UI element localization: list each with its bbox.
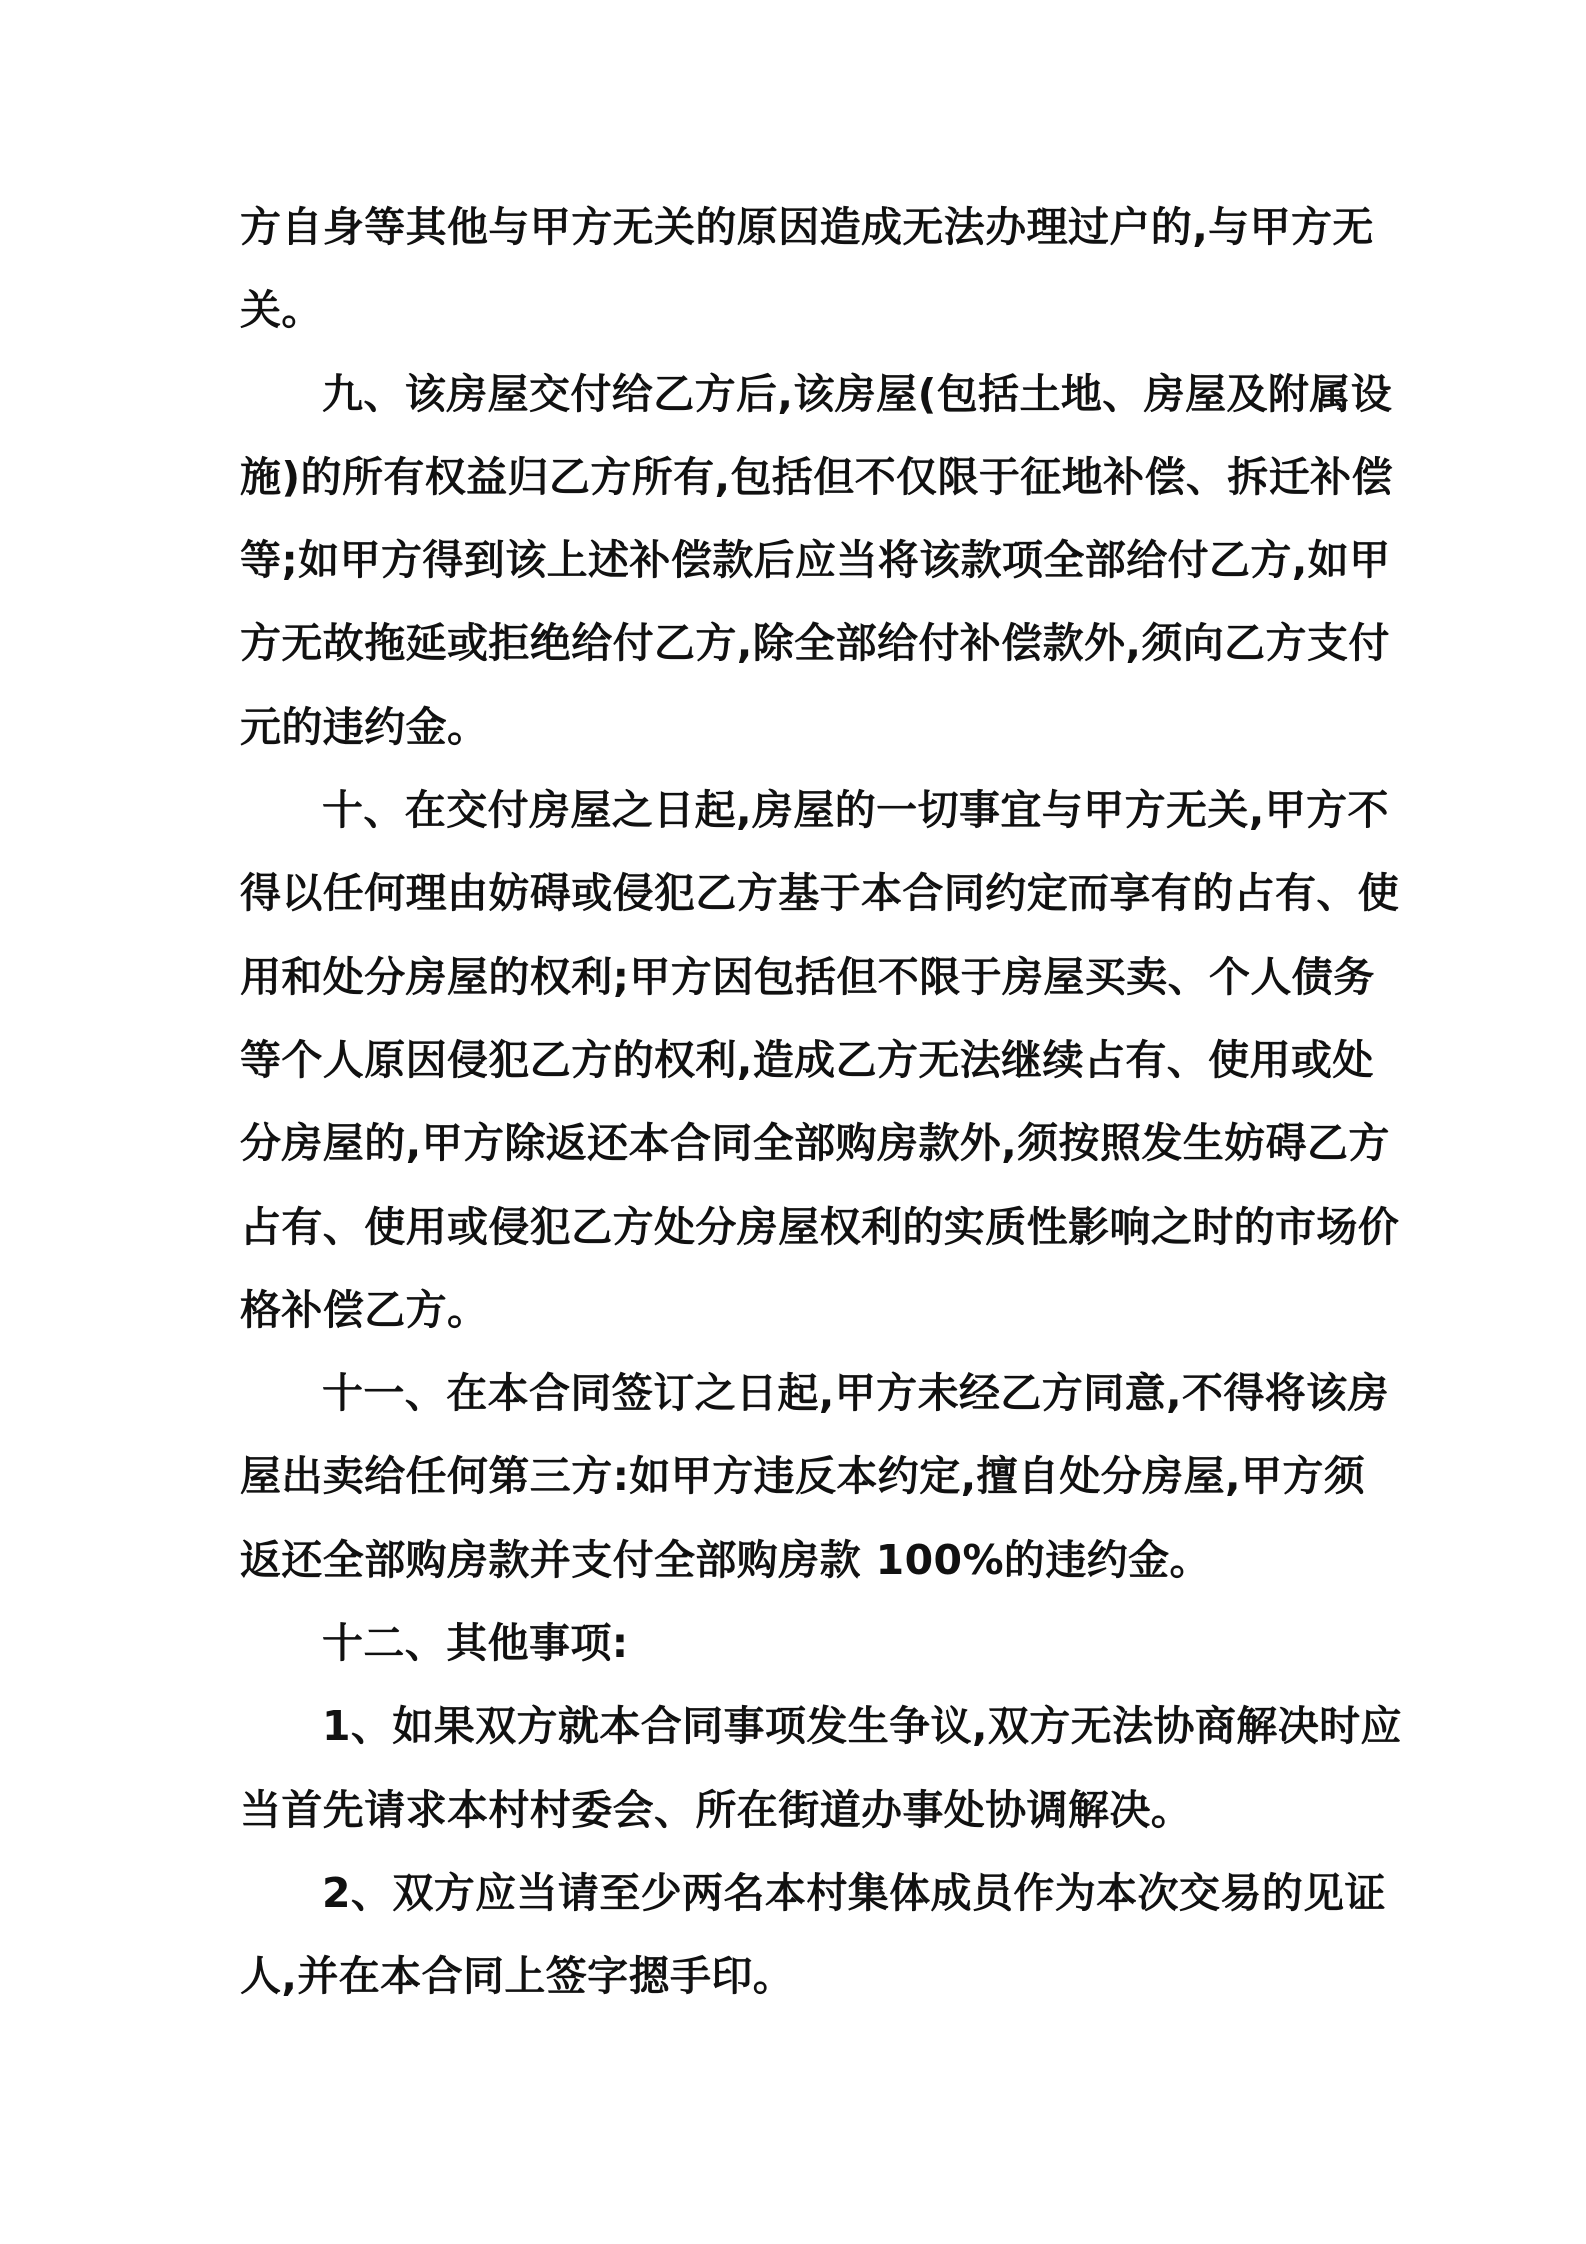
paragraph-clause-12-item-1 [240,1685,1402,1852]
text-line: 九、该房屋交付给乙方后,该房屋(包括土地、房屋及附属设 [322,369,1393,418]
text-line: 等个人原因侵犯乙方的权利,造成乙方无法继续占有、使用或处 [240,1035,1374,1084]
paragraph-clause-12-item-2 [240,1852,1386,2019]
text-line: 得以任何理由妨碍或侵犯乙方基于本合同约定而享有的占有、使 [240,869,1400,918]
text-line: 2、双方应当请至少两名本村集体成员作为本次交易的见证 [322,1868,1386,1917]
paragraph-clause-10 [240,769,1400,1352]
text-line: 用和处分房屋的权利;甲方因包括但不限于房屋买卖、个人债务 [240,952,1375,1001]
text-line: 施)的所有权益归乙方所有,包括但不仅限于征地补偿、拆迁补偿 [240,452,1393,501]
text-line: 十、在交付房屋之日起,房屋的一切事宜与甲方无关,甲方不 [322,786,1389,835]
paragraph-clause-12 [240,1602,1356,1685]
text-line: 等;如甲方得到该上述补偿款后应当将该款项全部给付乙方,如甲 [240,536,1391,585]
paragraph-p8-tail [240,186,1374,353]
text-line: 十二、其他事项: [322,1619,629,1668]
text-line: 元的违约金。 [240,702,489,751]
contract-page [240,186,1402,2019]
paragraph-clause-11 [240,1352,1389,1602]
text-line: 方自身等其他与甲方无关的原因造成无法办理过户的,与甲方无 [240,203,1374,251]
text-line: 屋出卖给任何第三方:如甲方违反本约定,擅自处分房屋,甲方须 [240,1452,1366,1501]
text-line: 人,并在本合同上签字摁手印。 [240,1952,795,2001]
text-line: 分房屋的,甲方除返还本合同全部购房款外,须按照发生妨碍乙方 [240,1119,1390,1168]
paragraph-clause-9 [240,353,1393,769]
text-line: 当首先请求本村村委会、所在街道办事处协调解决。 [240,1785,1193,1834]
text-line: 格补偿乙方。 [240,1285,489,1334]
text-line: 1、如果双方就本合同事项发生争议,双方无法协商解决时应 [322,1702,1402,1751]
text-line: 方无故拖延或拒绝给付乙方,除全部给付补偿款外,须向乙方支付 [240,619,1390,668]
text-line: 占有、使用或侵犯乙方处分房屋权利的实质性影响之时的市场价 [240,1202,1400,1251]
text-line: 十一、在本合同签订之日起,甲方未经乙方同意,不得将该房 [322,1369,1389,1418]
text-line: 返还全部购房款并支付全部购房款 100%的违约金。 [240,1535,1211,1584]
text-line: 关。 [240,286,323,335]
